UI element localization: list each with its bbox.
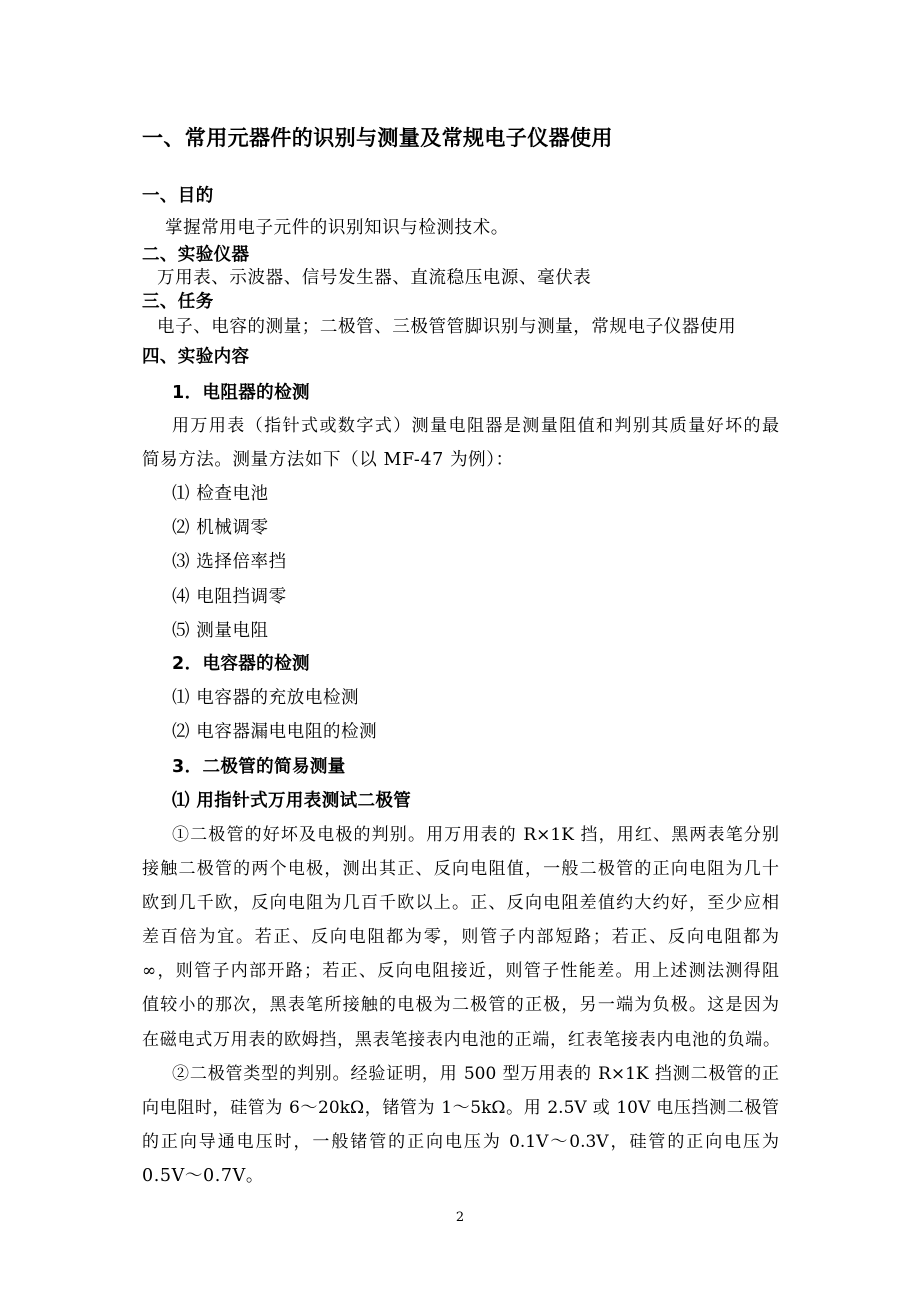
list-item: ⑷ 电阻挡调零 [172,587,287,607]
paragraph-line: 欧到几千欧，反向电阻为几百千欧以上。正、反向电阻差值约大约好，至少应相 [142,893,779,913]
list-item: ⑵ 机械调零 [172,518,269,538]
paragraph-line: 向电阻时，硅管为 6～20kΩ，锗管为 1～5kΩ。用 2.5V 或 10V 电压挡测二极管 [142,1098,779,1118]
subsection-heading-diode: 3．二极管的简易测量 [172,757,346,777]
paragraph-line: ②二极管类型的判别。经验证明，用 500 型万用表的 R×1K 挡测二极管的正 [172,1064,779,1084]
section-text-purpose: 掌握常用电子元件的识别知识与检测技术。 [165,218,509,238]
paragraph-line: 用万用表（指针式或数字式）测量电阻器是测量阻值和判别其质量好坏的最 [172,416,779,436]
paragraph-line: 的正向导通电压时，一般锗管的正向电压为 0.1V～0.3V，硅管的正向电压为 [142,1132,779,1152]
paragraph-line: ∞，则管子内部开路；若正、反向电阻接近，则管子性能差。用上述测法测得阻 [142,961,779,981]
subsection-heading-resistor: 1．电阻器的检测 [172,383,310,403]
page-title: 一、常用元器件的识别与测量及常规电子仪器使用 [142,126,613,150]
section-heading-purpose: 一、目的 [142,186,214,206]
paragraph-line: 0.5V～0.7V。 [142,1166,264,1186]
list-item: ⑵ 电容器漏电电阻的检测 [172,722,378,742]
section-text-task: 电子、电容的测量；二极管、三极管管脚识别与测量，常规电子仪器使用 [157,317,737,337]
paragraph-line: 简易方法。测量方法如下（以 MF-47 为例）： [142,450,514,470]
list-item: ⑸ 测量电阻 [172,621,269,641]
paragraph-line: 值较小的那次，黑表笔所接触的电极为二极管的正极，另一端为负极。这是因为 [142,995,779,1015]
list-item: ⑶ 选择倍率挡 [172,552,287,572]
subsubsection-heading-diode: ⑴ 用指针式万用表测试二极管 [172,791,412,811]
list-item: ⑴ 检查电池 [172,484,269,504]
section-heading-instruments: 二、实验仪器 [142,245,250,265]
paragraph-line: ①二极管的好坏及电极的判别。用万用表的 R×1K 挡，用红、黑两表笔分别 [172,825,779,845]
list-item: ⑴ 电容器的充放电检测 [172,688,360,708]
paragraph-line: 在磁电式万用表的欧姆挡，黑表笔接表内电池的正端，红表笔接表内电池的负端。 [142,1030,780,1050]
paragraph-line: 接触二极管的两个电极，测出其正、反向电阻值，一般二极管的正向电阻为几十 [142,859,779,879]
paragraph-line: 差百倍为宜。若正、反向电阻都为零，则管子内部短路；若正、反向电阻都为 [142,927,779,947]
section-text-instruments: 万用表、示波器、信号发生器、直流稳压电源、毫伏表 [157,268,592,288]
subsection-heading-capacitor: 2．电容器的检测 [172,654,310,674]
page-number: 2 [455,1210,465,1225]
section-heading-content: 四、实验内容 [142,347,250,367]
section-heading-task: 三、任务 [142,292,214,312]
